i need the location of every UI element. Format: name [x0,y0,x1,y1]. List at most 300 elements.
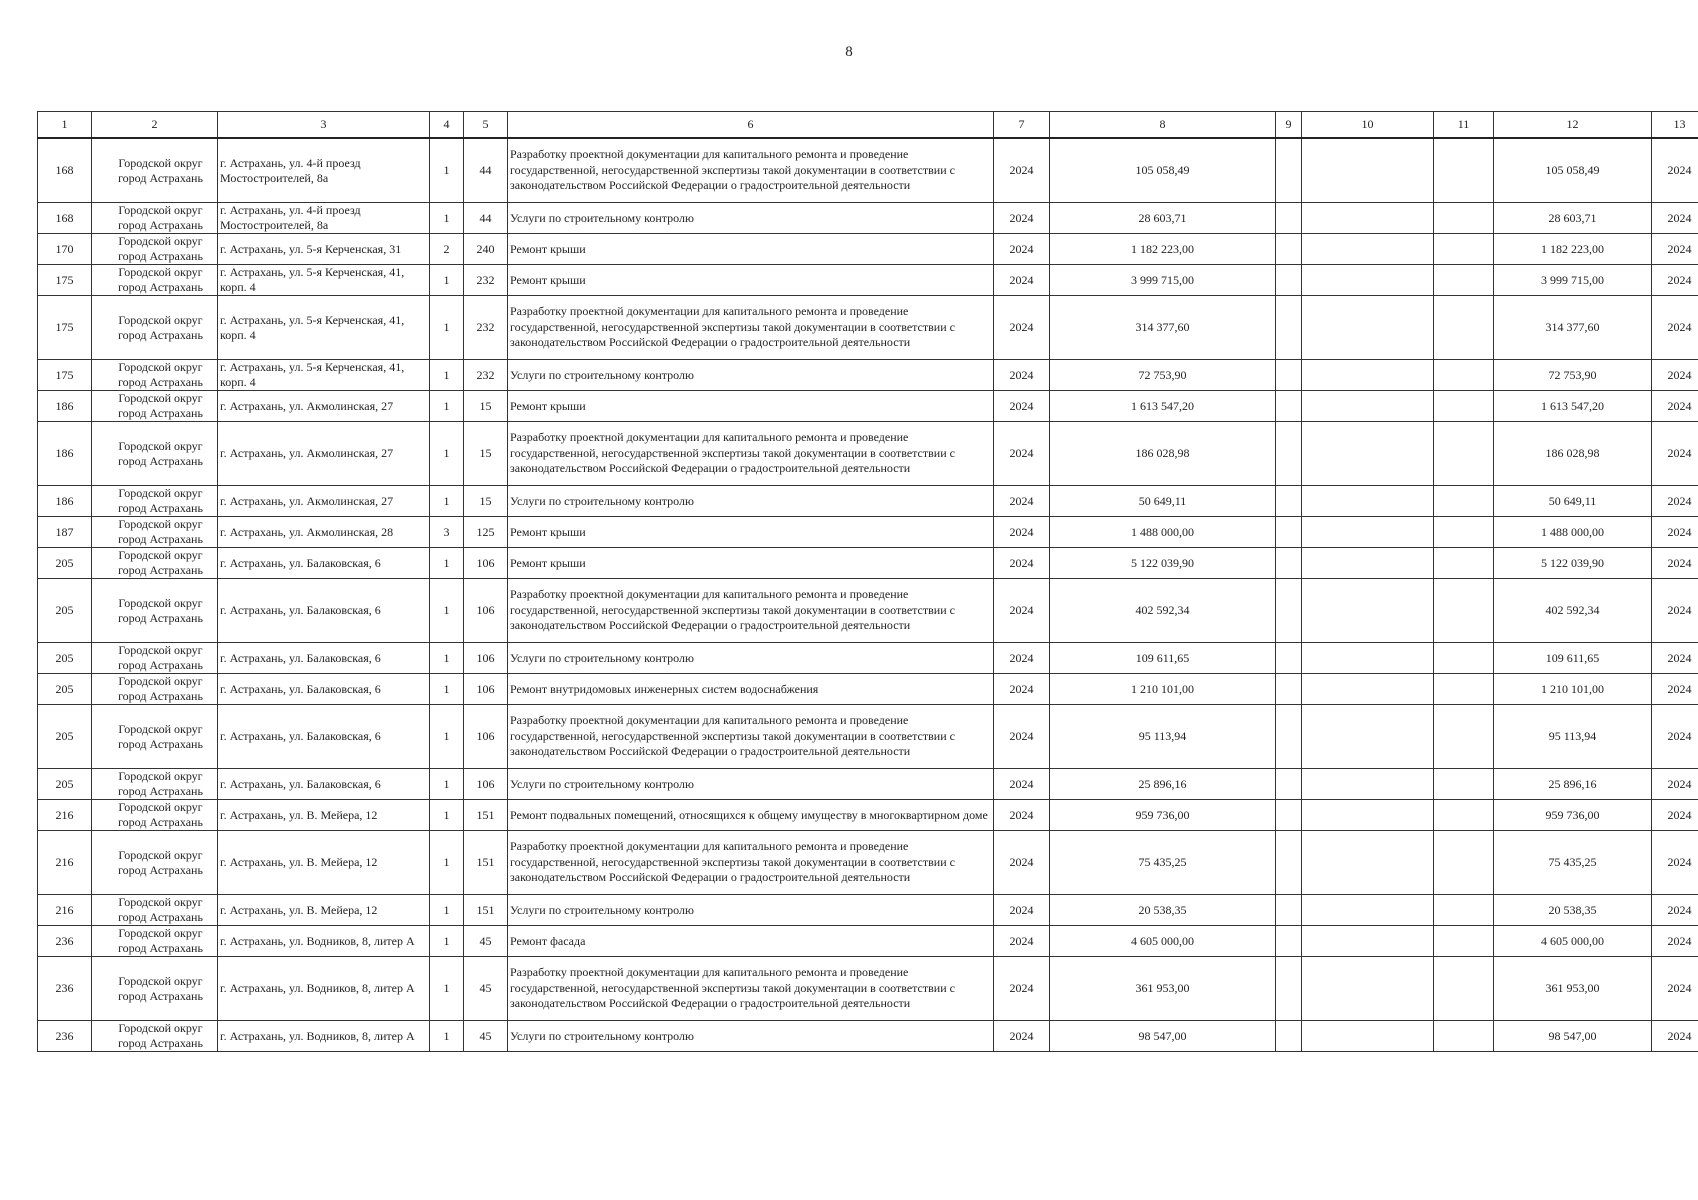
col9-cell [1276,138,1302,203]
amount-cell: 98 547,00 [1050,1021,1276,1052]
col10-cell [1302,643,1434,674]
column-header: 10 [1302,112,1434,139]
col11-cell [1434,138,1494,203]
year-cell: 2024 [994,548,1050,579]
col4-cell: 1 [430,138,464,203]
col11-cell [1434,800,1494,831]
work-type-cell: Ремонт внутридомовых инженерных систем водоснабжения [508,674,994,705]
total-cell: 109 611,65 [1494,643,1652,674]
year-cell: 2024 [994,265,1050,296]
municipality-cell: Городской округ город Астрахань [92,265,218,296]
municipality-cell: Городской округ город Астрахань [92,769,218,800]
col11-cell [1434,296,1494,360]
municipality-cell: Городской округ город Астрахань [92,579,218,643]
municipality-cell: Городской округ город Астрахань [92,486,218,517]
col9-cell [1276,831,1302,895]
repair-program-table [37,111,1698,1052]
row-number: 187 [38,517,92,548]
municipality-cell: Городской округ город Астрахань [92,517,218,548]
total-cell: 28 603,71 [1494,203,1652,234]
total-cell: 5 122 039,90 [1494,548,1652,579]
completion-year-cell: 2024 [1652,422,1698,486]
col4-cell: 1 [430,360,464,391]
amount-cell: 402 592,34 [1050,579,1276,643]
col4-cell: 1 [430,548,464,579]
col10-cell [1302,705,1434,769]
year-cell: 2024 [994,203,1050,234]
completion-year-cell: 2024 [1652,391,1698,422]
table-row [38,391,1698,422]
work-type-cell: Ремонт крыши [508,548,994,579]
col11-cell [1434,674,1494,705]
year-cell: 2024 [994,296,1050,360]
col9-cell [1276,674,1302,705]
total-cell: 186 028,98 [1494,422,1652,486]
amount-cell: 1 613 547,20 [1050,391,1276,422]
address-cell: г. Астрахань, ул. 5-я Керченская, 41, корп. 4 [218,265,430,296]
table-row [38,234,1698,265]
work-type-cell: Разработку проектной документации для капитального ремонта и проведение государственной, негосударственной экспертизы такой документации в соответствии с законодательством Российской Федерации о градостроительной деятельности [508,579,994,643]
address-cell: г. Астрахань, ул. В. Мейера, 12 [218,800,430,831]
col10-cell [1302,895,1434,926]
amount-cell: 109 611,65 [1050,643,1276,674]
table-row [38,957,1698,1021]
completion-year-cell: 2024 [1652,926,1698,957]
col10-cell [1302,138,1434,203]
year-cell: 2024 [994,486,1050,517]
work-type-cell: Разработку проектной документации для капитального ремонта и проведение государственной, негосударственной экспертизы такой документации в соответствии с законодательством Российской Федерации о градостроительной деятельности [508,138,994,203]
col11-cell [1434,234,1494,265]
col9-cell [1276,234,1302,265]
col5-cell: 232 [464,296,508,360]
table-row [38,705,1698,769]
total-cell: 1 210 101,00 [1494,674,1652,705]
column-header: 7 [994,112,1050,139]
col11-cell [1434,579,1494,643]
row-number: 186 [38,486,92,517]
total-cell: 105 058,49 [1494,138,1652,203]
column-header: 3 [218,112,430,139]
col4-cell: 1 [430,203,464,234]
col9-cell [1276,265,1302,296]
completion-year-cell: 2024 [1652,517,1698,548]
col10-cell [1302,957,1434,1021]
col5-cell: 125 [464,517,508,548]
col10-cell [1302,265,1434,296]
col9-cell [1276,579,1302,643]
total-cell: 361 953,00 [1494,957,1652,1021]
total-cell: 959 736,00 [1494,800,1652,831]
completion-year-cell: 2024 [1652,895,1698,926]
work-type-cell: Разработку проектной документации для капитального ремонта и проведение государственной, негосударственной экспертизы такой документации в соответствии с законодательством Российской Федерации о градостроительной деятельности [508,422,994,486]
col5-cell: 15 [464,391,508,422]
municipality-cell: Городской округ город Астрахань [92,705,218,769]
col10-cell [1302,296,1434,360]
column-number-header-row [38,112,1698,139]
year-cell: 2024 [994,926,1050,957]
municipality-cell: Городской округ город Астрахань [92,926,218,957]
col10-cell [1302,674,1434,705]
col4-cell: 1 [430,895,464,926]
work-type-cell: Услуги по строительному контролю [508,1021,994,1052]
address-cell: г. Астрахань, ул. Балаковская, 6 [218,705,430,769]
completion-year-cell: 2024 [1652,800,1698,831]
col10-cell [1302,800,1434,831]
col9-cell [1276,926,1302,957]
work-type-cell: Услуги по строительному контролю [508,643,994,674]
col11-cell [1434,895,1494,926]
work-type-cell: Ремонт подвальных помещений, относящихся к общему имуществу в многоквартирном доме [508,800,994,831]
work-type-cell: Разработку проектной документации для капитального ремонта и проведение государственной, негосударственной экспертизы такой документации в соответствии с законодательством Российской Федерации о градостроительной деятельности [508,705,994,769]
address-cell: г. Астрахань, ул. Акмолинская, 27 [218,422,430,486]
col5-cell: 106 [464,579,508,643]
address-cell: г. Астрахань, ул. 4-й проезд Мостостроителей, 8а [218,203,430,234]
col5-cell: 232 [464,360,508,391]
col10-cell [1302,517,1434,548]
col9-cell [1276,705,1302,769]
col9-cell [1276,391,1302,422]
amount-cell: 5 122 039,90 [1050,548,1276,579]
year-cell: 2024 [994,831,1050,895]
col4-cell: 1 [430,926,464,957]
municipality-cell: Городской округ город Астрахань [92,800,218,831]
year-cell: 2024 [994,579,1050,643]
row-number: 216 [38,831,92,895]
amount-cell: 361 953,00 [1050,957,1276,1021]
col4-cell: 1 [430,391,464,422]
col10-cell [1302,203,1434,234]
work-type-cell: Ремонт крыши [508,234,994,265]
column-header: 6 [508,112,994,139]
work-type-cell: Услуги по строительному контролю [508,769,994,800]
total-cell: 50 649,11 [1494,486,1652,517]
address-cell: г. Астрахань, ул. Балаковская, 6 [218,769,430,800]
completion-year-cell: 2024 [1652,138,1698,203]
amount-cell: 75 435,25 [1050,831,1276,895]
col9-cell [1276,203,1302,234]
col4-cell: 1 [430,1021,464,1052]
table-row [38,579,1698,643]
col5-cell: 106 [464,705,508,769]
total-cell: 3 999 715,00 [1494,265,1652,296]
work-type-cell: Разработку проектной документации для капитального ремонта и проведение государственной, негосударственной экспертизы такой документации в соответствии с законодательством Российской Федерации о градостроительной деятельности [508,296,994,360]
table-row [38,360,1698,391]
col5-cell: 232 [464,265,508,296]
col10-cell [1302,422,1434,486]
municipality-cell: Городской округ город Астрахань [92,674,218,705]
amount-cell: 105 058,49 [1050,138,1276,203]
col5-cell: 45 [464,1021,508,1052]
row-number: 216 [38,895,92,926]
col9-cell [1276,548,1302,579]
col11-cell [1434,203,1494,234]
row-number: 186 [38,391,92,422]
col11-cell [1434,643,1494,674]
address-cell: г. Астрахань, ул. В. Мейера, 12 [218,831,430,895]
col4-cell: 1 [430,957,464,1021]
col10-cell [1302,831,1434,895]
table-row [38,643,1698,674]
amount-cell: 72 753,90 [1050,360,1276,391]
municipality-cell: Городской округ город Астрахань [92,234,218,265]
table-row [38,203,1698,234]
amount-cell: 25 896,16 [1050,769,1276,800]
municipality-cell: Городской округ город Астрахань [92,138,218,203]
table-row [38,926,1698,957]
col9-cell [1276,895,1302,926]
address-cell: г. Астрахань, ул. Водников, 8, литер А [218,926,430,957]
total-cell: 25 896,16 [1494,769,1652,800]
col4-cell: 2 [430,234,464,265]
col5-cell: 45 [464,926,508,957]
table-row [38,769,1698,800]
address-cell: г. Астрахань, ул. Акмолинская, 28 [218,517,430,548]
amount-cell: 28 603,71 [1050,203,1276,234]
amount-cell: 3 999 715,00 [1050,265,1276,296]
row-number: 205 [38,548,92,579]
total-cell: 98 547,00 [1494,1021,1652,1052]
col4-cell: 1 [430,579,464,643]
amount-cell: 4 605 000,00 [1050,926,1276,957]
column-header: 12 [1494,112,1652,139]
year-cell: 2024 [994,422,1050,486]
col5-cell: 15 [464,422,508,486]
completion-year-cell: 2024 [1652,234,1698,265]
work-type-cell: Ремонт крыши [508,265,994,296]
col11-cell [1434,1021,1494,1052]
total-cell: 95 113,94 [1494,705,1652,769]
amount-cell: 1 210 101,00 [1050,674,1276,705]
row-number: 170 [38,234,92,265]
col11-cell [1434,831,1494,895]
table-row [38,138,1698,203]
column-header: 9 [1276,112,1302,139]
completion-year-cell: 2024 [1652,203,1698,234]
work-type-cell: Услуги по строительному контролю [508,203,994,234]
table-row [38,486,1698,517]
col10-cell [1302,548,1434,579]
col9-cell [1276,486,1302,517]
amount-cell: 1 182 223,00 [1050,234,1276,265]
work-type-cell: Услуги по строительному контролю [508,360,994,391]
address-cell: г. Астрахань, ул. В. Мейера, 12 [218,895,430,926]
col5-cell: 106 [464,548,508,579]
row-number: 175 [38,265,92,296]
table-row [38,674,1698,705]
amount-cell: 314 377,60 [1050,296,1276,360]
total-cell: 75 435,25 [1494,831,1652,895]
column-header: 11 [1434,112,1494,139]
work-type-cell: Разработку проектной документации для капитального ремонта и проведение государственной, негосударственной экспертизы такой документации в соответствии с законодательством Российской Федерации о градостроительной деятельности [508,957,994,1021]
col11-cell [1434,705,1494,769]
work-type-cell: Разработку проектной документации для капитального ремонта и проведение государственной, негосударственной экспертизы такой документации в соответствии с законодательством Российской Федерации о градостроительной деятельности [508,831,994,895]
column-header: 2 [92,112,218,139]
work-type-cell: Ремонт крыши [508,517,994,548]
col5-cell: 44 [464,138,508,203]
col5-cell: 151 [464,800,508,831]
row-number: 205 [38,579,92,643]
col10-cell [1302,1021,1434,1052]
table-row [38,831,1698,895]
total-cell: 1 182 223,00 [1494,234,1652,265]
year-cell: 2024 [994,391,1050,422]
table-row [38,517,1698,548]
address-cell: г. Астрахань, ул. 5-я Керченская, 41, корп. 4 [218,296,430,360]
completion-year-cell: 2024 [1652,265,1698,296]
col4-cell: 1 [430,831,464,895]
col11-cell [1434,957,1494,1021]
column-header: 4 [430,112,464,139]
row-number: 236 [38,1021,92,1052]
col11-cell [1434,769,1494,800]
col5-cell: 151 [464,895,508,926]
col11-cell [1434,360,1494,391]
year-cell: 2024 [994,800,1050,831]
col4-cell: 3 [430,517,464,548]
col10-cell [1302,486,1434,517]
table-row [38,265,1698,296]
col4-cell: 1 [430,265,464,296]
col11-cell [1434,926,1494,957]
completion-year-cell: 2024 [1652,769,1698,800]
address-cell: г. Астрахань, ул. Водников, 8, литер А [218,957,430,1021]
amount-cell: 20 538,35 [1050,895,1276,926]
amount-cell: 186 028,98 [1050,422,1276,486]
work-type-cell: Услуги по строительному контролю [508,895,994,926]
col11-cell [1434,391,1494,422]
column-header: 13 [1652,112,1698,139]
address-cell: г. Астрахань, ул. Балаковская, 6 [218,579,430,643]
address-cell: г. Астрахань, ул. Балаковская, 6 [218,548,430,579]
table-row [38,548,1698,579]
row-number: 205 [38,705,92,769]
address-cell: г. Астрахань, ул. 5-я Керченская, 41, корп. 4 [218,360,430,391]
col5-cell: 106 [464,643,508,674]
table-row [38,1021,1698,1052]
col11-cell [1434,548,1494,579]
total-cell: 1 613 547,20 [1494,391,1652,422]
total-cell: 4 605 000,00 [1494,926,1652,957]
municipality-cell: Городской округ город Астрахань [92,548,218,579]
completion-year-cell: 2024 [1652,643,1698,674]
col5-cell: 45 [464,957,508,1021]
col4-cell: 1 [430,486,464,517]
municipality-cell: Городской округ город Астрахань [92,391,218,422]
col10-cell [1302,926,1434,957]
col9-cell [1276,800,1302,831]
completion-year-cell: 2024 [1652,831,1698,895]
col9-cell [1276,1021,1302,1052]
col10-cell [1302,769,1434,800]
completion-year-cell: 2024 [1652,579,1698,643]
year-cell: 2024 [994,360,1050,391]
col11-cell [1434,517,1494,548]
row-number: 205 [38,643,92,674]
col4-cell: 1 [430,674,464,705]
amount-cell: 959 736,00 [1050,800,1276,831]
col4-cell: 1 [430,643,464,674]
amount-cell: 95 113,94 [1050,705,1276,769]
col4-cell: 1 [430,769,464,800]
col4-cell: 1 [430,422,464,486]
col4-cell: 1 [430,705,464,769]
completion-year-cell: 2024 [1652,674,1698,705]
address-cell: г. Астрахань, ул. 4-й проезд Мостостроителей, 8а [218,138,430,203]
completion-year-cell: 2024 [1652,486,1698,517]
col9-cell [1276,769,1302,800]
col4-cell: 1 [430,296,464,360]
col10-cell [1302,391,1434,422]
work-type-cell: Ремонт фасада [508,926,994,957]
col10-cell [1302,234,1434,265]
column-header: 8 [1050,112,1276,139]
col11-cell [1434,422,1494,486]
year-cell: 2024 [994,138,1050,203]
completion-year-cell: 2024 [1652,1021,1698,1052]
completion-year-cell: 2024 [1652,360,1698,391]
column-header: 1 [38,112,92,139]
total-cell: 72 753,90 [1494,360,1652,391]
address-cell: г. Астрахань, ул. Водников, 8, литер А [218,1021,430,1052]
address-cell: г. Астрахань, ул. Акмолинская, 27 [218,486,430,517]
year-cell: 2024 [994,705,1050,769]
address-cell: г. Астрахань, ул. Балаковская, 6 [218,643,430,674]
row-number: 236 [38,957,92,1021]
col10-cell [1302,360,1434,391]
address-cell: г. Астрахань, ул. Акмолинская, 27 [218,391,430,422]
row-number: 168 [38,203,92,234]
address-cell: г. Астрахань, ул. Балаковская, 6 [218,674,430,705]
year-cell: 2024 [994,234,1050,265]
table-row [38,296,1698,360]
work-type-cell: Услуги по строительному контролю [508,486,994,517]
col5-cell: 15 [464,486,508,517]
col9-cell [1276,296,1302,360]
table-body [38,138,1698,1052]
row-number: 236 [38,926,92,957]
work-type-cell: Ремонт крыши [508,391,994,422]
year-cell: 2024 [994,643,1050,674]
page-number: 8 [845,44,853,60]
column-header: 5 [464,112,508,139]
year-cell: 2024 [994,957,1050,1021]
table-row [38,422,1698,486]
table-row [38,800,1698,831]
completion-year-cell: 2024 [1652,705,1698,769]
municipality-cell: Городской округ город Астрахань [92,296,218,360]
col11-cell [1434,265,1494,296]
year-cell: 2024 [994,517,1050,548]
row-number: 216 [38,800,92,831]
row-number: 175 [38,296,92,360]
municipality-cell: Городской округ город Астрахань [92,957,218,1021]
municipality-cell: Городской округ город Астрахань [92,831,218,895]
year-cell: 2024 [994,674,1050,705]
total-cell: 1 488 000,00 [1494,517,1652,548]
col9-cell [1276,422,1302,486]
total-cell: 20 538,35 [1494,895,1652,926]
col5-cell: 44 [464,203,508,234]
year-cell: 2024 [994,895,1050,926]
table-row [38,895,1698,926]
municipality-cell: Городской округ город Астрахань [92,895,218,926]
col9-cell [1276,957,1302,1021]
row-number: 168 [38,138,92,203]
col11-cell [1434,486,1494,517]
municipality-cell: Городской округ город Астрахань [92,360,218,391]
row-number: 186 [38,422,92,486]
col5-cell: 106 [464,769,508,800]
